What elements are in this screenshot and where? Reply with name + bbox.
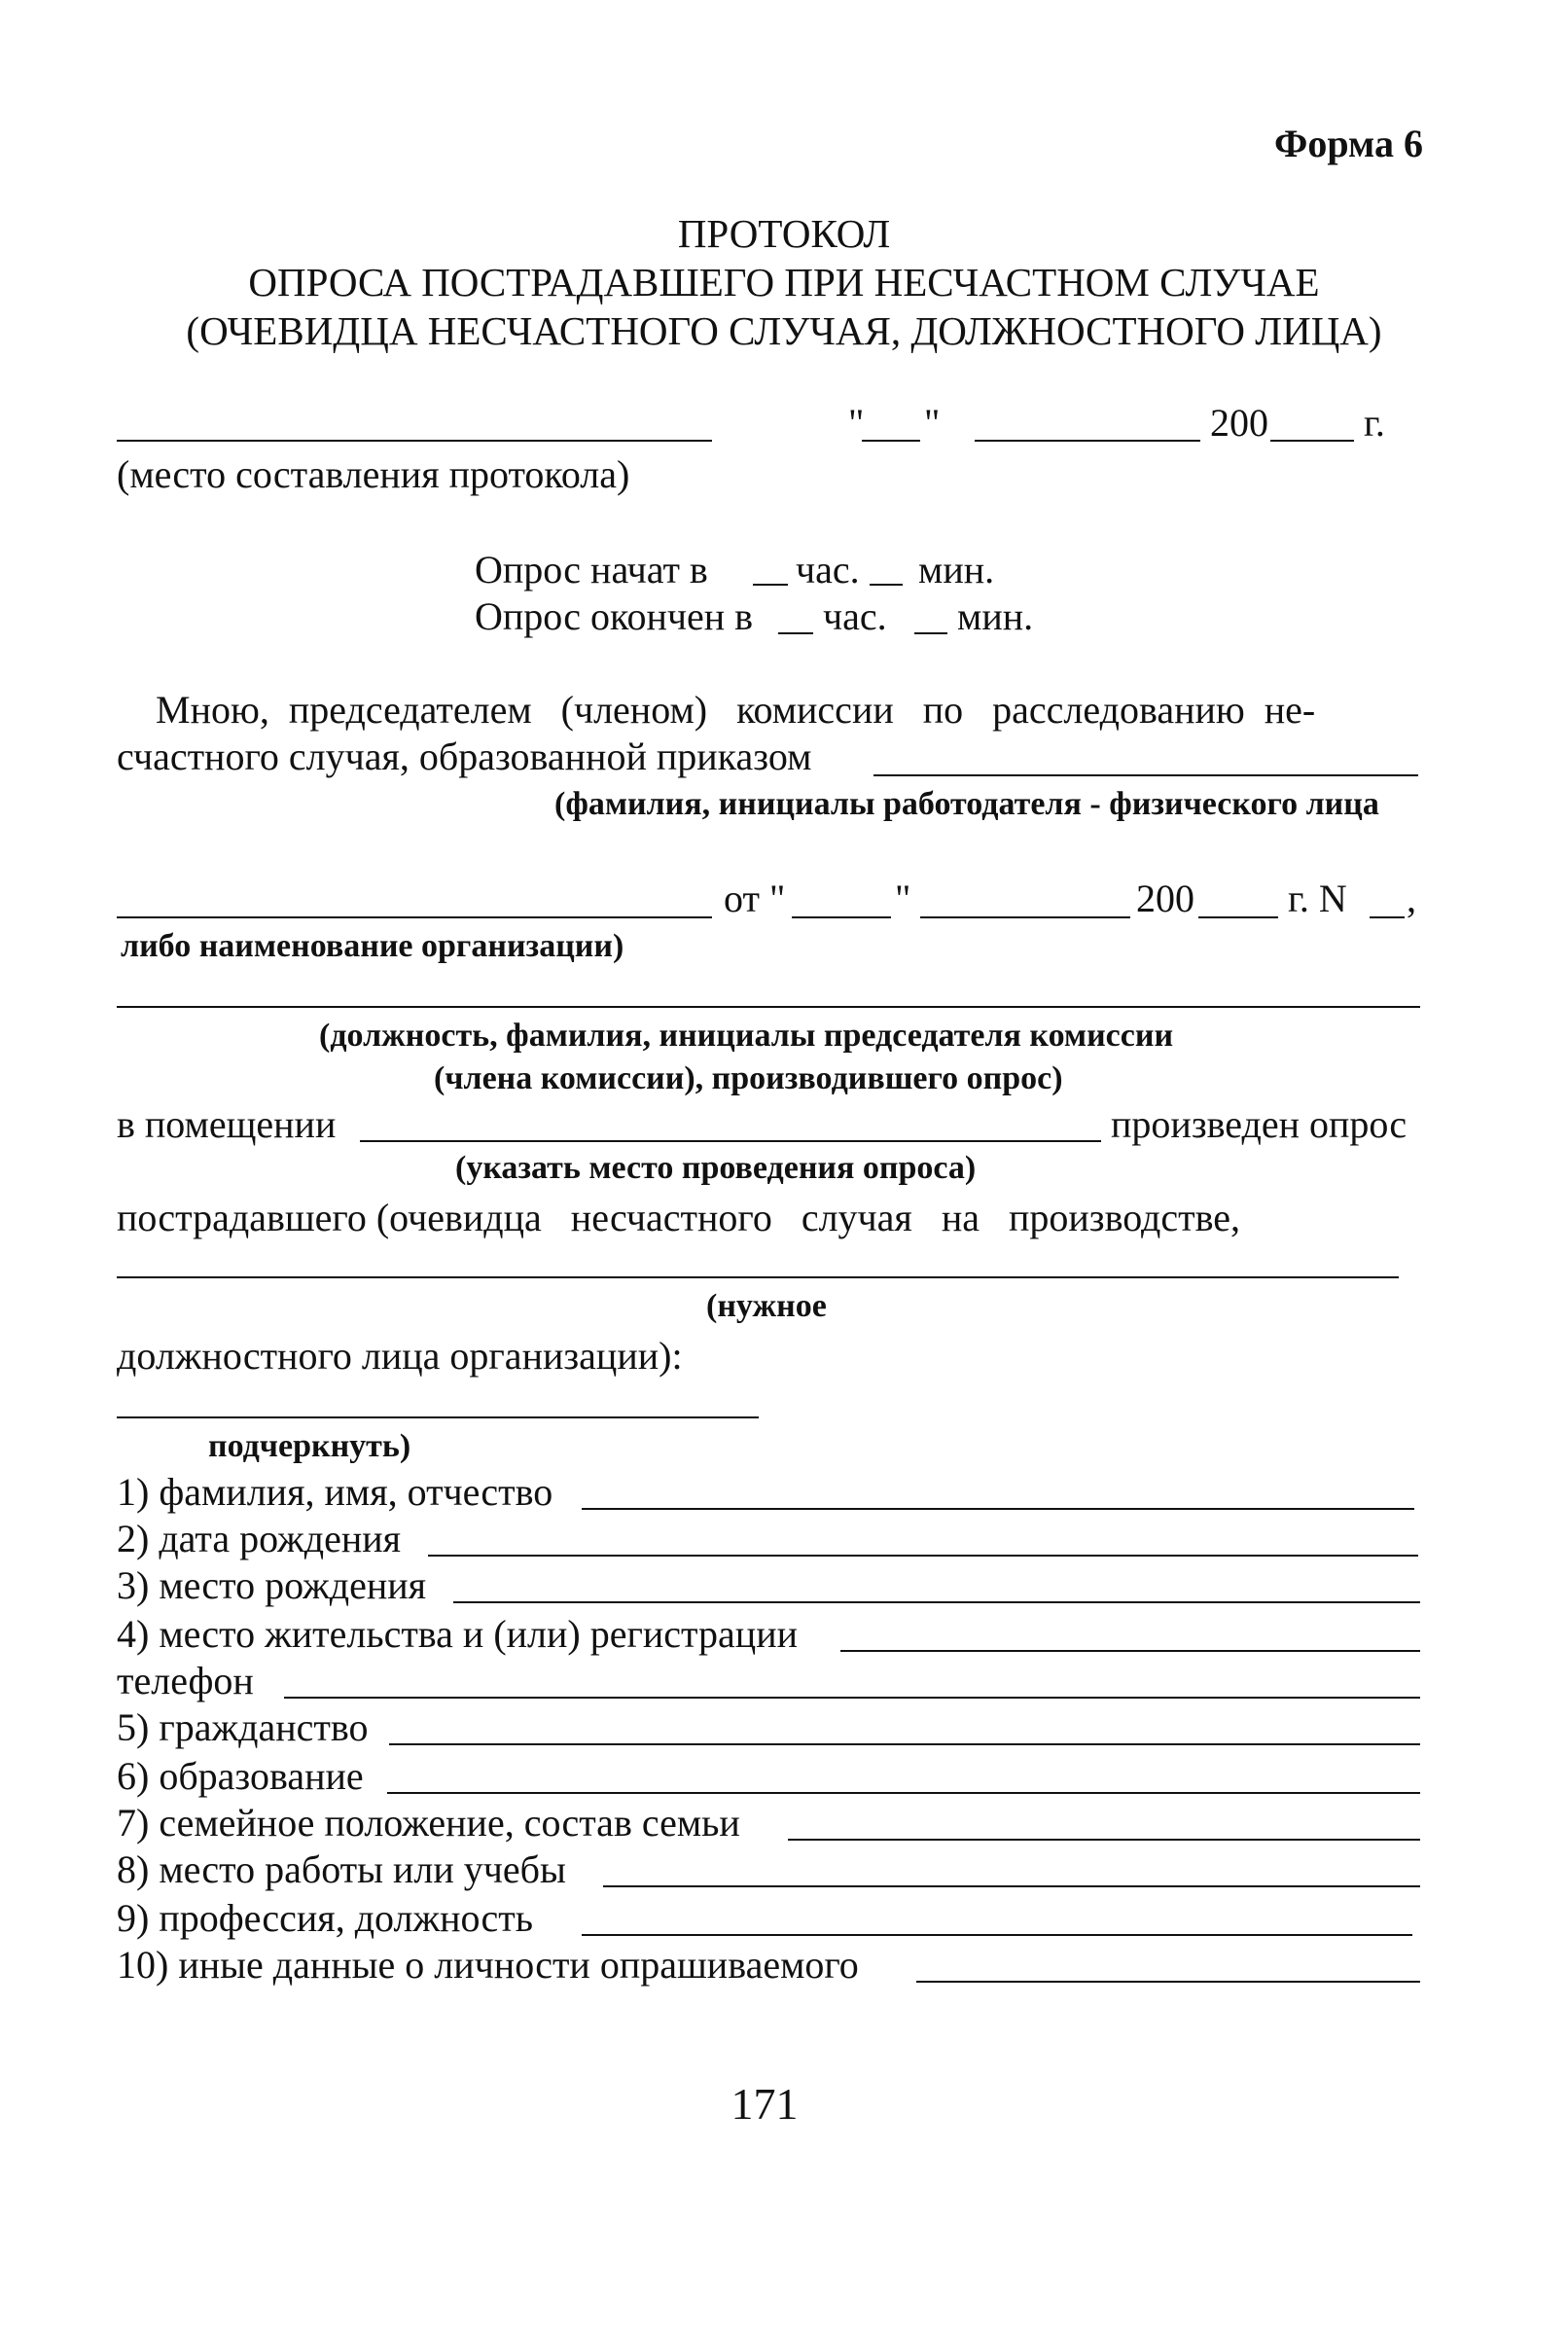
field-label-profession: 9) профессия, должность bbox=[117, 1896, 534, 1940]
order-comma: , bbox=[1407, 877, 1416, 920]
field-label-birthplace: 3) место рождения bbox=[117, 1563, 427, 1607]
start-hours-label: час. bbox=[796, 548, 860, 591]
field-label-phone: телефон bbox=[117, 1659, 254, 1702]
caption-chair-1: (должность, фамилия, инициалы председателя комиссии bbox=[319, 1018, 1174, 1054]
room-blank[interactable] bbox=[360, 1140, 1101, 1142]
order-no-blank[interactable] bbox=[1370, 916, 1405, 918]
employer-blank[interactable] bbox=[117, 916, 712, 918]
room-prefix: в помещении bbox=[117, 1102, 337, 1146]
end-prefix: Опрос окончен в bbox=[475, 594, 754, 638]
room-caption: (указать место проведения опроса) bbox=[455, 1150, 977, 1186]
caption-underline: подчеркнуть) bbox=[208, 1428, 411, 1464]
victim-blank[interactable] bbox=[117, 1276, 1399, 1278]
field-blank-other[interactable] bbox=[916, 1981, 1420, 1983]
field-blank-work[interactable] bbox=[603, 1885, 1420, 1887]
end-minutes-blank[interactable] bbox=[914, 632, 947, 634]
title-line-2: ОПРОСА ПОСТРАДАВШЕГО ПРИ НЕСЧАСТНОМ СЛУЧАЕ bbox=[248, 260, 1320, 305]
field-label-work: 8) место работы или учебы bbox=[117, 1847, 566, 1891]
field-blank-phone[interactable] bbox=[284, 1697, 1420, 1699]
chair-blank[interactable] bbox=[117, 1006, 1420, 1008]
order-no-label: г. N bbox=[1288, 877, 1347, 920]
field-label-residence: 4) место жительства и (или) регистрации bbox=[117, 1612, 798, 1656]
field-label-family: 7) семейное положение, состав семьи bbox=[117, 1801, 740, 1845]
field-blank-birthplace[interactable] bbox=[453, 1601, 1420, 1603]
victim-line: пострадавшего (очевидца несчастного случая на производстве, bbox=[117, 1196, 1241, 1239]
field-label-education: 6) образование bbox=[117, 1754, 364, 1798]
field-blank-fio[interactable] bbox=[582, 1508, 1414, 1510]
page-number: 171 bbox=[731, 2079, 799, 2129]
start-minutes-blank[interactable] bbox=[870, 584, 903, 586]
title-line-3: (ОЧЕВИДЦА НЕСЧАСТНОГО СЛУЧАЯ, ДОЛЖНОСТНОГО ЛИЦА) bbox=[186, 308, 1382, 353]
place-blank[interactable] bbox=[117, 440, 712, 442]
place-caption: (место составления протокола) bbox=[117, 452, 630, 496]
start-minutes-label: мин. bbox=[918, 548, 995, 591]
year-blank[interactable] bbox=[1270, 440, 1354, 442]
start-hours-blank[interactable] bbox=[753, 584, 788, 586]
year-suffix: г. bbox=[1364, 401, 1385, 445]
order-blank[interactable] bbox=[873, 774, 1418, 776]
order-from: от " bbox=[724, 877, 786, 920]
order-year-blank[interactable] bbox=[1198, 916, 1278, 918]
end-hours-blank[interactable] bbox=[778, 632, 813, 634]
month-blank[interactable] bbox=[975, 440, 1200, 442]
date-quote-close: " bbox=[924, 401, 941, 445]
victim-line-2: должностного лица организации): bbox=[117, 1334, 683, 1378]
year-prefix: 200 bbox=[1210, 401, 1268, 445]
field-blank-citizenship[interactable] bbox=[389, 1743, 1420, 1745]
field-label-fio: 1) фамилия, имя, отчество bbox=[117, 1470, 553, 1514]
field-blank-birthdate[interactable] bbox=[428, 1555, 1418, 1557]
caption-needed: (нужное bbox=[706, 1288, 827, 1324]
field-label-citizenship: 5) гражданство bbox=[117, 1705, 369, 1749]
end-minutes-label: мин. bbox=[957, 594, 1034, 638]
field-label-other: 10) иные данные о личности опрашиваемого bbox=[117, 1943, 859, 1987]
order-year: 200 bbox=[1136, 877, 1194, 920]
official-blank[interactable] bbox=[117, 1416, 759, 1418]
field-blank-education[interactable] bbox=[387, 1792, 1420, 1794]
form-label: Форма 6 bbox=[1274, 122, 1423, 165]
field-blank-family[interactable] bbox=[788, 1839, 1420, 1841]
field-label-birthdate: 2) дата рождения bbox=[117, 1517, 402, 1560]
room-suffix: произведен опрос bbox=[1111, 1102, 1408, 1146]
end-hours-label: час. bbox=[823, 594, 887, 638]
caption-chair-2: (члена комиссии), производившего опрос) bbox=[434, 1060, 1063, 1096]
commission-line-2: счастного случая, образованной приказом bbox=[117, 735, 812, 778]
order-day-blank[interactable] bbox=[792, 916, 891, 918]
date-quote-open: " bbox=[848, 401, 865, 445]
caption-org: либо наименование организации) bbox=[121, 928, 624, 964]
caption-employer: (фамилия, инициалы работодателя - физического лица bbox=[554, 786, 1379, 822]
field-blank-profession[interactable] bbox=[582, 1934, 1412, 1936]
field-blank-residence[interactable] bbox=[840, 1650, 1420, 1652]
order-month-blank[interactable] bbox=[920, 916, 1130, 918]
commission-line-1: Мною, председателем (членом) комиссии по расследованию не- bbox=[156, 688, 1316, 732]
start-prefix: Опрос начат в bbox=[475, 548, 708, 591]
day-blank[interactable] bbox=[862, 440, 920, 442]
order-quote-close: " bbox=[895, 877, 911, 920]
title-line-1: ПРОТОКОЛ bbox=[677, 211, 891, 256]
